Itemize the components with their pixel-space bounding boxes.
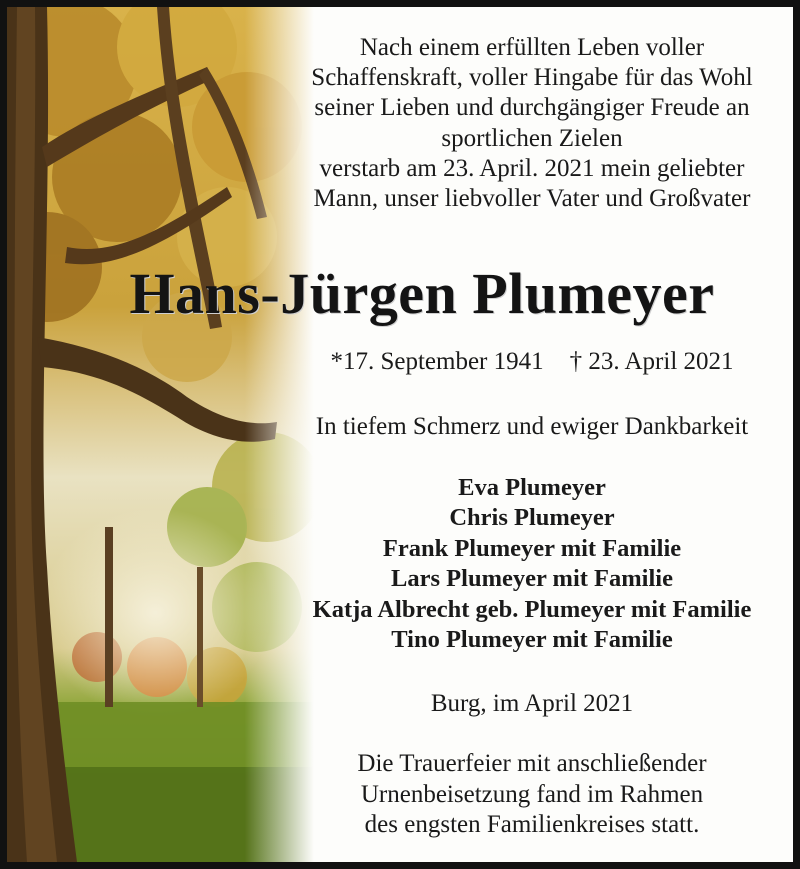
intro-line: verstarb am 23. April. 2021 mein geliebter: [319, 154, 745, 182]
intro-line: Nach einem erfüllten Leben voller: [359, 34, 705, 61]
funeral-line: Die Trauerfeier mit anschließender: [357, 750, 707, 777]
mourner: Tino Plumeyer mit Familie: [391, 626, 673, 654]
mourners-list: [277, 473, 787, 655]
place-date: Burg, im April 2021: [430, 690, 634, 717]
intro-line: seiner Lieben und durchgängiger Freude an: [314, 94, 750, 122]
grief-line: In tiefem Schmerz und ewiger Dankbarkeit: [315, 413, 749, 440]
mourner: Katja Albrecht geb. Plumeyer mit Familie: [312, 595, 752, 623]
intro-paragraph: [277, 33, 787, 214]
funeral-note: [277, 749, 787, 841]
funeral-line: des engsten Familienkreises statt.: [364, 811, 700, 838]
funeral-line: Urnenbeisetzung fand im Rahmen: [360, 780, 704, 808]
intro-line: Schaffenskraft, voller Hingabe für das Wohl: [311, 64, 753, 92]
death-date: † 23. April 2021: [569, 348, 734, 375]
intro-line: sportlichen Zielen: [441, 124, 623, 152]
deceased-name: Hans-Jürgen Plumeyer: [129, 261, 715, 326]
life-dates: [277, 346, 787, 378]
birth-date: *17. September 1941: [330, 348, 544, 375]
mourner: Eva Plumeyer: [458, 474, 606, 501]
mourner: Frank Plumeyer mit Familie: [382, 534, 682, 562]
mourner: Chris Plumeyer: [449, 504, 615, 532]
mourner: Lars Plumeyer mit Familie: [391, 565, 673, 593]
intro-line: Mann, unser liebvoller Vater und Großvater: [313, 185, 751, 213]
